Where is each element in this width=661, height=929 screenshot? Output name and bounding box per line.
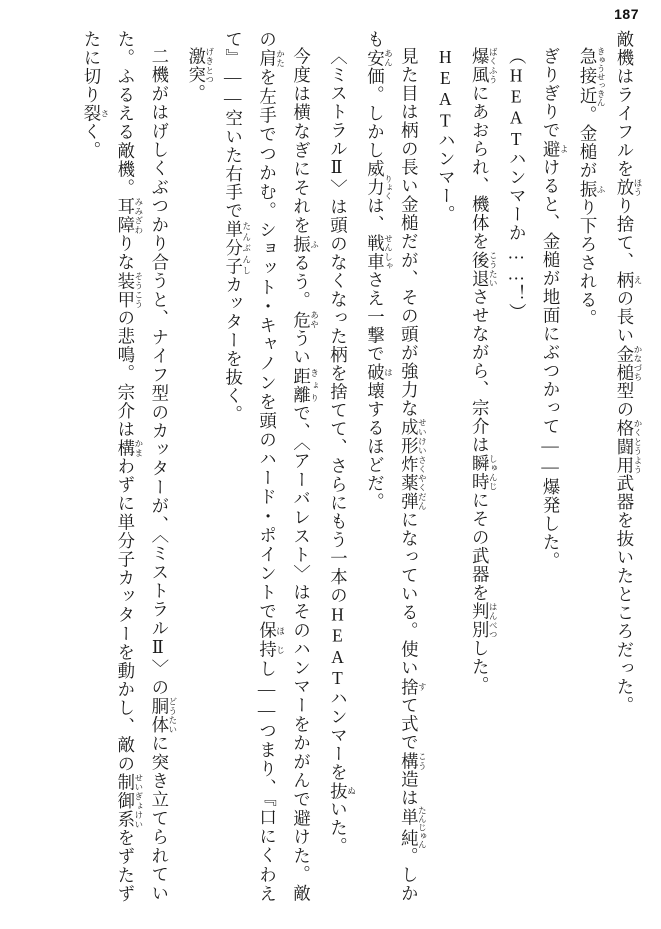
ruby-annotation: 制御系 せいぎょけい <box>114 773 144 829</box>
paragraph: HEATハンマー。 <box>435 47 456 225</box>
ruby-annotation: 振 ふ <box>290 235 320 255</box>
paragraph: 今度は横なぎにそれを振 ふるう。危 あやうい距離 きょりで、〈アーバレスト〉はそのハンマーをかがんで避けた。敵の肩 かたを左手でつかむ。ショット・キャノンを頭のハード・ポイントで保持 ほじし――つまり、『口にくわえて』――空いた右手で単分子 たんぶんしカッターを抜く。 <box>222 30 320 904</box>
ruby-annotation: 保持 ほじ <box>256 621 286 660</box>
ruby-annotation: 裂 さ <box>80 104 110 123</box>
ruby-annotation: 装甲 そうこう <box>114 271 144 309</box>
paragraph: 爆風 ばくふうにあおられ、機体を後退 こうたいさせながら、宗介は瞬時 しゅんじにその武器を判別 はんべつした。 <box>469 47 499 695</box>
paragraph: ぎりぎりで避 よけると、金槌が地面にぶつかって――爆発した。 <box>540 47 570 571</box>
page-number: 187 <box>614 6 639 22</box>
ruby-annotation: 危 あや <box>290 310 320 330</box>
ruby-annotation: 構 こう <box>398 752 428 771</box>
paragraph: 二機がはげしくぶつかり合うと、ナイフ型のカッターが、〈ミストラルⅡ〉の胴体 どうたいに突き立てられていた。ふるえる敵機。耳障 みみざわりな装甲 そうこうの悲鳴。宗介は構 かまわずに単分子カッターを動かし、敵の制御系 せいぎょけいをずたずたに切り裂 さく。 <box>80 30 178 904</box>
ruby-annotation: 力 りょく <box>364 174 394 200</box>
ruby-annotation: 戦車 せんしゃ <box>364 233 394 271</box>
ruby-annotation: 後退 こうたい <box>469 250 499 288</box>
paragraph: 見た目は柄の長い金槌だが、その頭が強力な成形炸薬弾 せいけいさくやくだんになっている。使い捨 すて式で構 こう造は単純 たんじゅん。しかも安 あん価。しかし威力 りょくは、戦車 せんしゃさえ一撃で破 は壊するほどだ。 <box>364 30 428 904</box>
ruby-annotation: 爆風 ばくふう <box>469 47 499 85</box>
ruby-annotation: 放 ほう <box>614 178 643 197</box>
ruby-annotation: 安 あん <box>364 48 394 67</box>
ruby-annotation: 捨 す <box>398 677 428 697</box>
ruby-annotation: 単分子 たんぶんし <box>222 220 252 276</box>
ruby-annotation: 構 かま <box>114 438 144 458</box>
ruby-annotation: 急接近 きゅうせっきん <box>577 47 607 107</box>
ruby-annotation: 耳障 みみざわ <box>114 197 144 235</box>
ruby-annotation: 距離 きょり <box>290 366 320 405</box>
ruby-annotation: 破 は <box>364 363 394 382</box>
ruby-annotation: 格闘用 かくとうよう <box>614 418 643 474</box>
paragraph: （HEATハンマーか……！） <box>506 47 527 322</box>
ruby-annotation: 胴体 どうたい <box>148 697 178 735</box>
ruby-annotation: 肩 かた <box>256 49 286 69</box>
ruby-annotation: 金槌 かなづち <box>614 344 643 382</box>
ruby-annotation: 振 ふ <box>577 180 607 199</box>
ruby-annotation: 柄 え <box>614 270 643 289</box>
ruby-annotation: 抜 ぬ <box>327 781 357 801</box>
ruby-annotation: 避 よ <box>540 139 570 159</box>
paragraph: 激突 げきとつ。 <box>185 47 215 103</box>
page-text-body <box>18 30 643 903</box>
paragraph: 急接近 きゅうせっきん。金槌が振 ふり下ろされる。 <box>577 47 607 329</box>
ruby-annotation: 瞬時 しゅんじ <box>469 454 499 492</box>
paragraph: 〈ミストラルⅡ〉は頭のなくなった柄を捨てて、さらにもう一本のHEATハンマーを抜 ぬいた。 <box>327 47 357 856</box>
ruby-annotation: 激突 げきとつ <box>185 47 215 85</box>
ruby-annotation: 単純 たんじゅん <box>398 806 428 849</box>
ruby-annotation: 成形炸薬弾 せいけいさくやくだん <box>398 418 428 511</box>
ruby-annotation: 判別 はんべつ <box>469 602 499 640</box>
paragraph: 敵機はライフルを放 ほうり捨て、柄 えの長い金槌 かなづち型の格闘用 かくとうよう武器を抜いたところだった。 <box>614 30 643 715</box>
